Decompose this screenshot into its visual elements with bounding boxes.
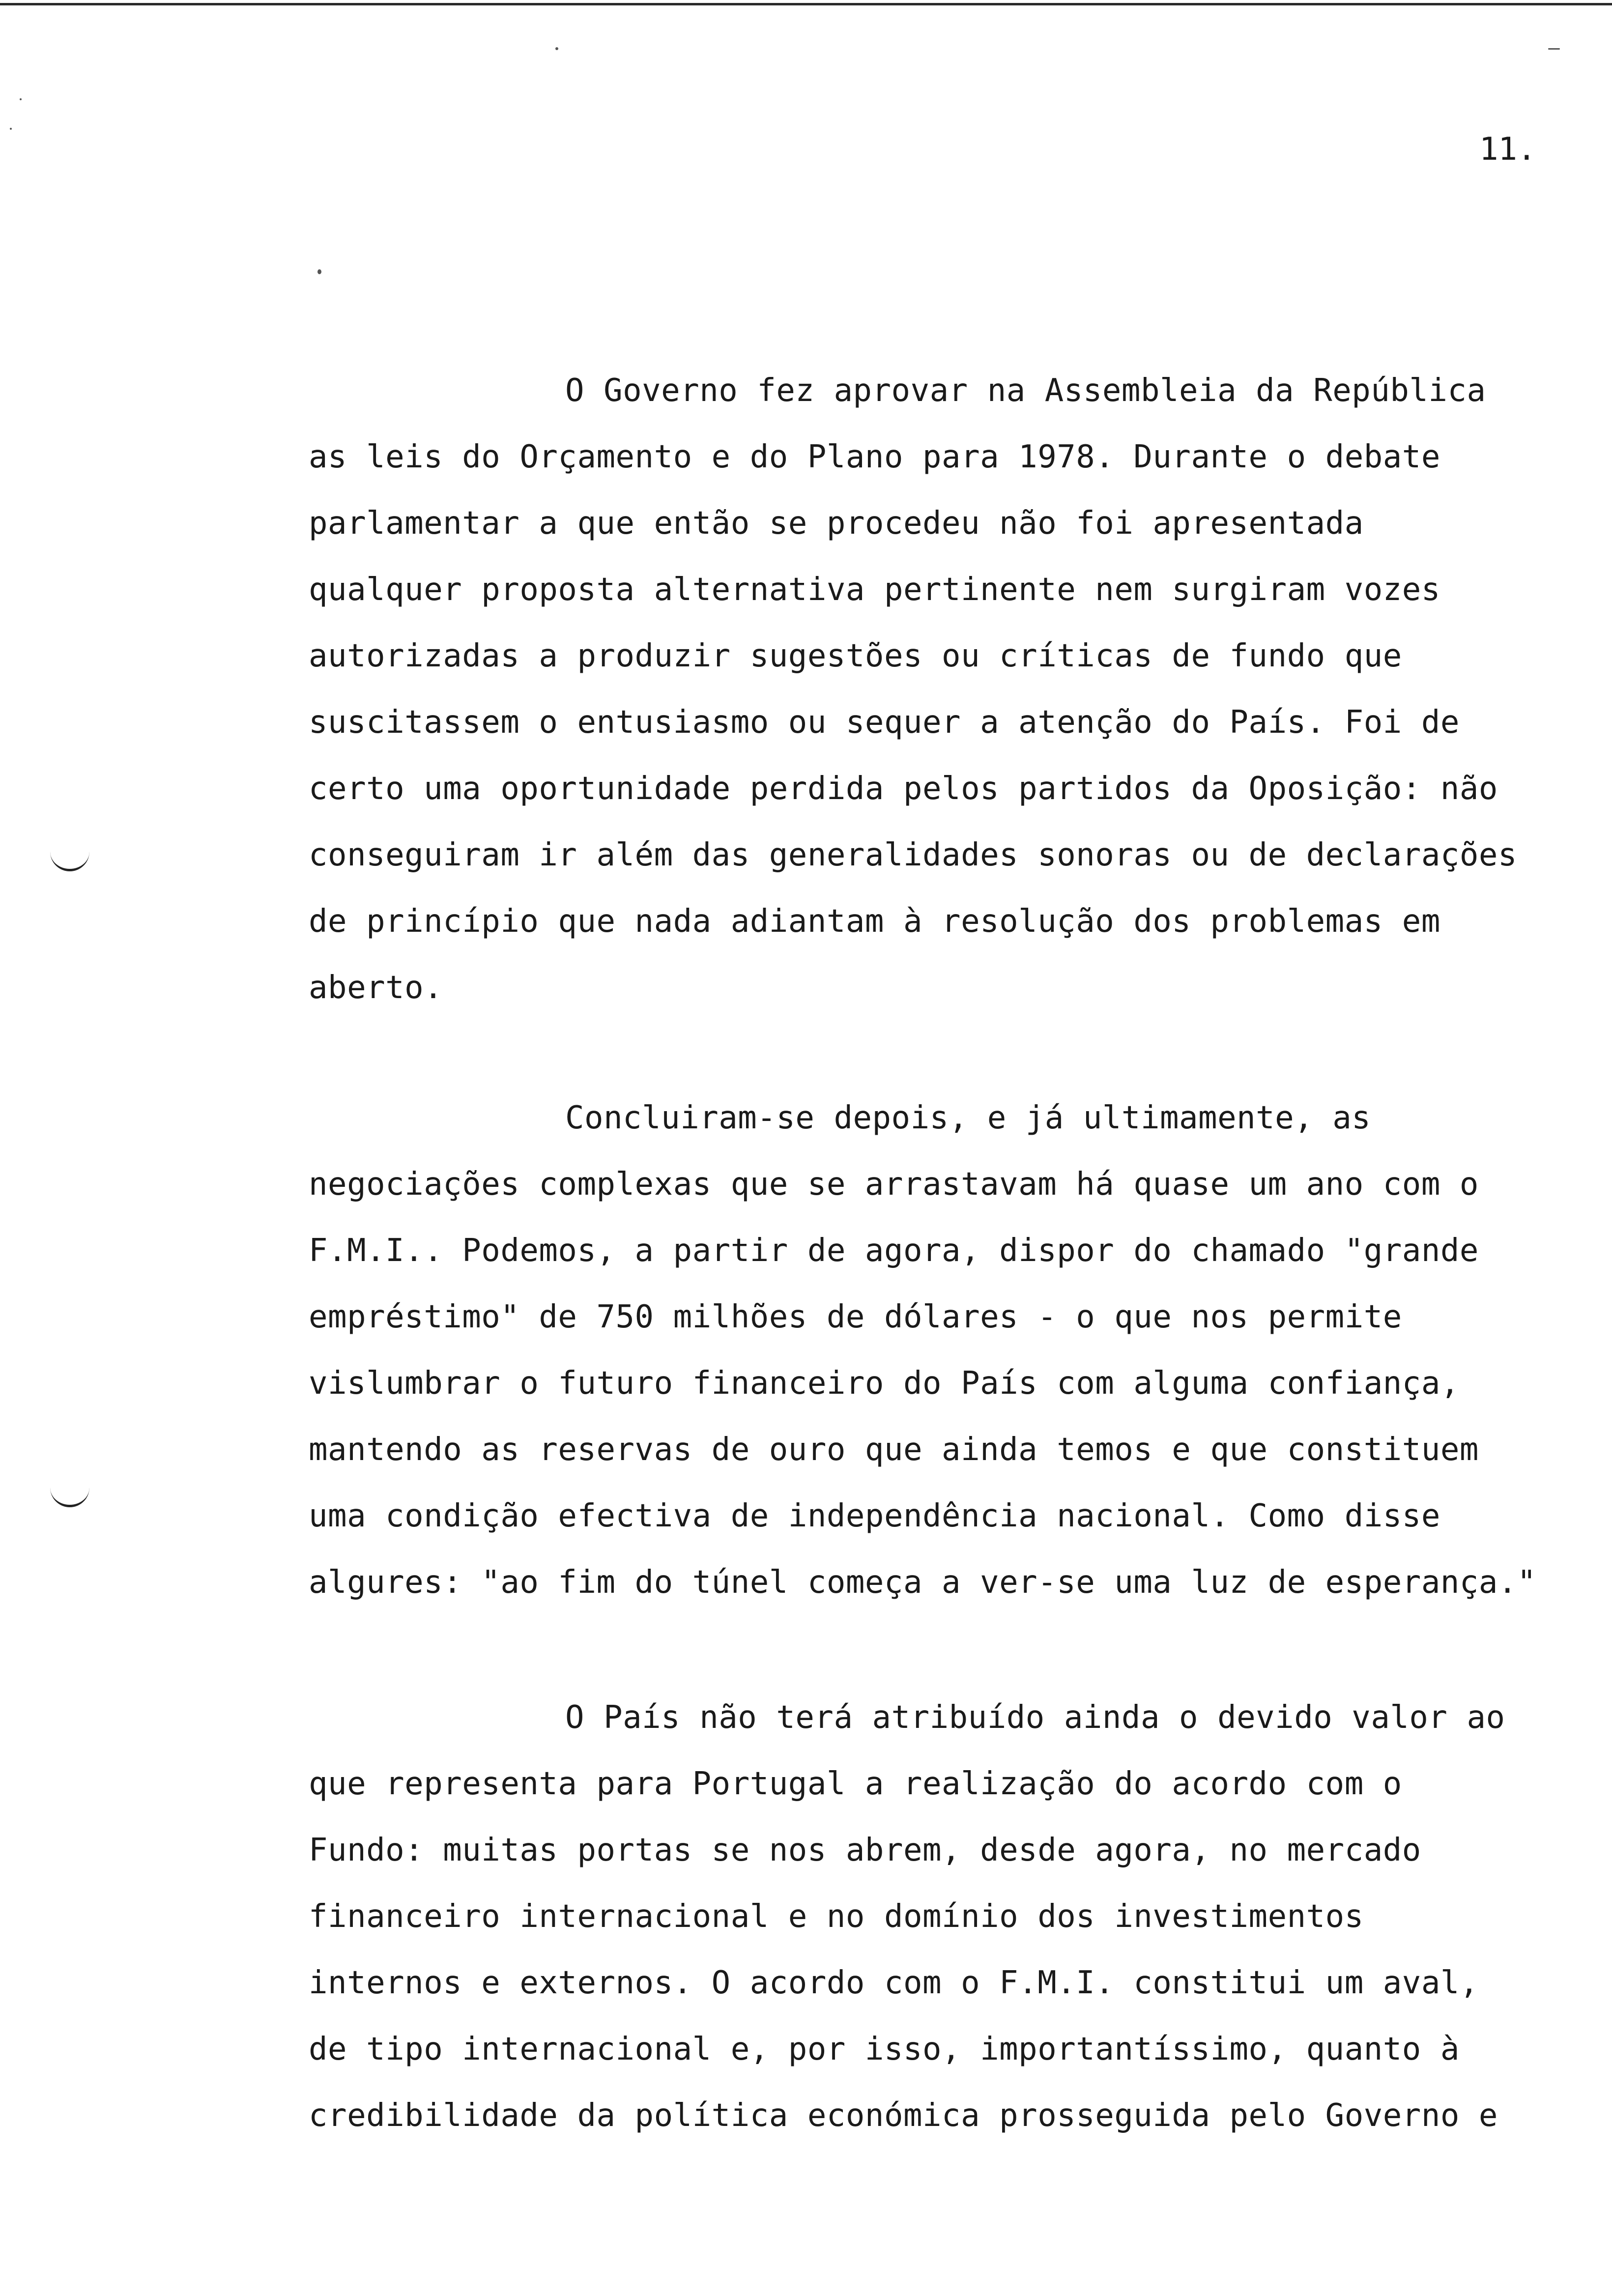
text-line: Concluiram-se depois, e já ultimamente, as bbox=[565, 1100, 1371, 1136]
text-line: credibilidade da política económica prosseguida pelo Governo e bbox=[309, 2097, 1498, 2134]
text-line: de princípio que nada adiantam à resolução dos problemas em bbox=[309, 903, 1440, 940]
margin-binding-mark bbox=[50, 1485, 89, 1507]
text-line: vislumbrar o futuro financeiro do País com alguma confiança, bbox=[309, 1365, 1460, 1402]
scan-speck bbox=[555, 47, 558, 50]
text-line: O País não terá atribuído ainda o devido valor ao bbox=[565, 1699, 1505, 1736]
scan-speck bbox=[1548, 48, 1560, 50]
text-line: de tipo internacional e, por isso, importantíssimo, quanto à bbox=[309, 2031, 1460, 2067]
page-number: 11. bbox=[1479, 131, 1536, 168]
text-line: F.M.I.. Podemos, a partir de agora, dispor do chamado "grande bbox=[309, 1233, 1479, 1269]
scan-speck bbox=[20, 98, 22, 100]
paragraph bbox=[309, 1085, 1586, 1616]
text-line: parlamentar a que então se procedeu não foi apresentada bbox=[309, 505, 1364, 542]
text-line: mantendo as reservas de ouro que ainda temos e que constituem bbox=[309, 1432, 1479, 1468]
text-line: negociações complexas que se arrastavam há quase um ano com o bbox=[309, 1166, 1479, 1203]
text-line: Fundo: muitas portas se nos abrem, desde agora, no mercado bbox=[309, 1832, 1421, 1868]
paragraph bbox=[309, 1685, 1586, 2149]
scan-speck bbox=[10, 128, 12, 130]
text-line: O Governo fez aprovar na Assembleia da República bbox=[565, 373, 1486, 409]
text-line: algures: "ao fim do túnel começa a ver-se uma luz de esperança." bbox=[309, 1564, 1536, 1601]
text-line: certo uma oportunidade perdida pelos partidos da Oposição: não bbox=[309, 771, 1498, 807]
text-line: conseguiram ir além das generalidades sonoras ou de declarações bbox=[309, 837, 1517, 873]
top-border-line bbox=[0, 3, 1612, 5]
text-line: internos e externos. O acordo com o F.M.I. constitui um aval, bbox=[309, 1965, 1479, 2001]
text-line: que representa para Portugal a realização do acordo com o bbox=[309, 1766, 1402, 1802]
margin-binding-mark bbox=[50, 849, 89, 871]
text-line: autorizadas a produzir sugestões ou críticas de fundo que bbox=[309, 638, 1402, 674]
text-line: suscitassem o entusiasmo ou sequer a atenção do País. Foi de bbox=[309, 704, 1460, 741]
text-line: financeiro internacional e no domínio dos investimentos bbox=[309, 1898, 1364, 1935]
text-line: aberto. bbox=[309, 970, 443, 1006]
text-line: uma condição efectiva de independência nacional. Como disse bbox=[309, 1498, 1440, 1534]
text-line: empréstimo" de 750 milhões de dólares - o que nos permite bbox=[309, 1299, 1402, 1335]
text-line: as leis do Orçamento e do Plano para 1978. Durante o debate bbox=[309, 439, 1440, 475]
text-line: qualquer proposta alternativa pertinente nem surgiram vozes bbox=[309, 572, 1440, 608]
scan-speck bbox=[317, 269, 321, 274]
paragraph bbox=[309, 358, 1586, 1021]
